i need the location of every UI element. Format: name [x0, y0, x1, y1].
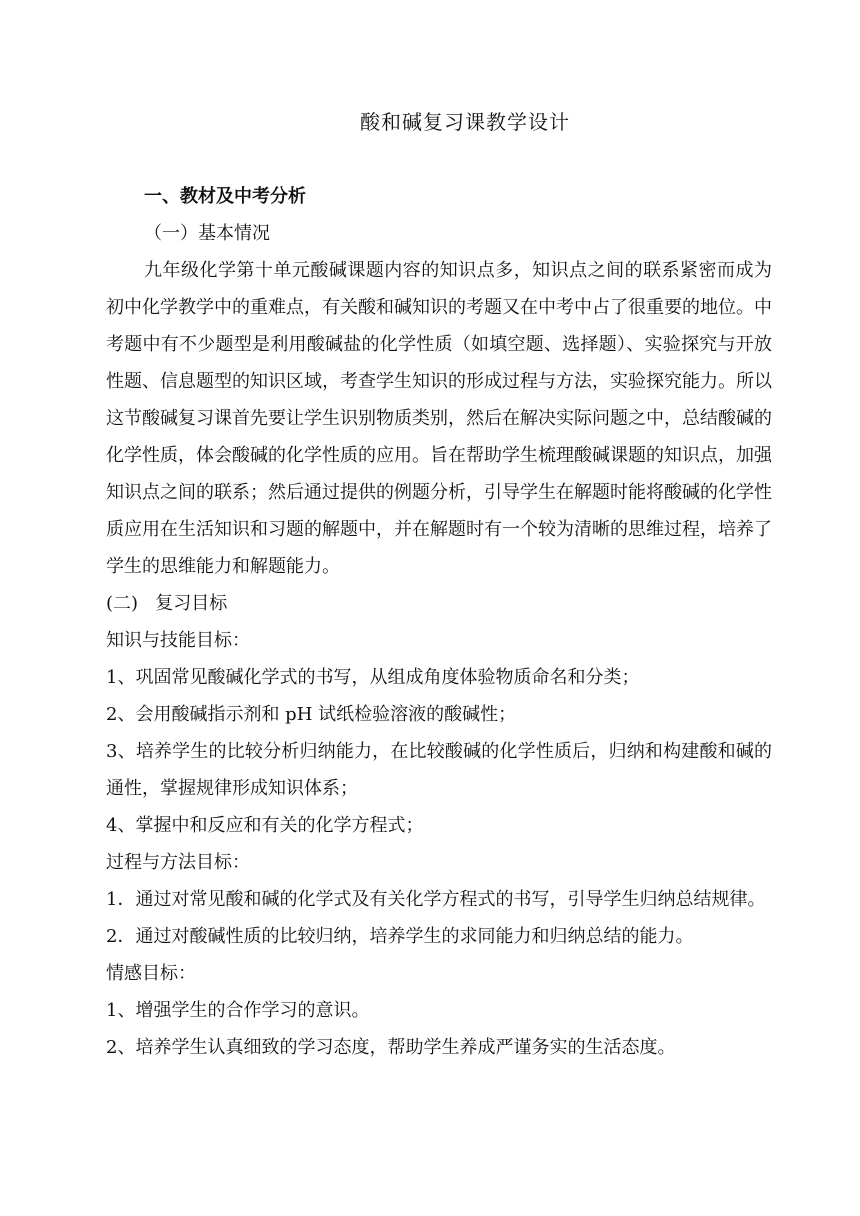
body-paragraph: 九年级化学第十单元酸碱课题内容的知识点多，知识点之间的联系紧密而成为初中化学教学中的重难点，有关酸和碱知识的考题又在中考中占了很重要的地位。中考题中有不少题型是利用酸碱盐的化学性质（如填空题、选择题）、实验探究与开放性题、信息题型的知识区域，考查学生知识的形成过程与方法，实验探究能力。所以这节酸碱复习课首先要让学生识别物质类别，然后在解决实际问题之中，总结酸碱的化学性质，体会酸碱的化学性质的应用。旨在帮助学生梳理酸碱课题的知识点，加强知识点之间的联系；然后通过提供的例题分析，引导学生在解题时能将酸碱的化学性质应用在生活知识和习题的解题中，并在解题时有一个较为清晰的思维过程，培养了学生的思维能力和解题能力。	[106, 260, 772, 577]
subsection-heading: (二) 复习目标	[106, 593, 228, 614]
list-item: 2．通过对酸碱性质的比较归纳，培养学生的求同能力和归纳总结的能力。	[106, 926, 694, 947]
document-title: 酸和碱复习课教学设计	[360, 110, 570, 134]
list-item: 1、巩固常见酸碱化学式的书写，从组成角度体验物质命名和分类；	[106, 667, 640, 688]
section-heading: 一、教材及中考分析	[144, 186, 306, 207]
list-item: 4、掌握中和反应和有关的化学方程式；	[106, 815, 424, 836]
list-item: 2、培养学生认真细致的学习态度，帮助学生养成严谨务实的生活态度。	[106, 1037, 676, 1058]
subsection-heading: （一）基本情况	[144, 223, 270, 244]
list-item: 2、会用酸碱指示剂和 pH 试纸检验溶液的酸碱性；	[106, 704, 517, 725]
list-item: 1、增强学生的合作学习的意识。	[106, 1000, 370, 1021]
goal-label: 过程与方法目标：	[106, 852, 250, 873]
list-item: 1．通过对常见酸和碱的化学式及有关化学方程式的书写，引导学生归纳总结规律。	[106, 889, 766, 910]
goal-label: 情感目标：	[106, 963, 196, 984]
list-item: 3、培养学生的比较分析归纳能力，在比较酸碱的化学性质后，归纳和构建酸和碱的通性，掌握规律形成知识体系；	[106, 741, 772, 799]
goal-label: 知识与技能目标：	[106, 630, 250, 651]
document-body	[106, 178, 772, 1066]
